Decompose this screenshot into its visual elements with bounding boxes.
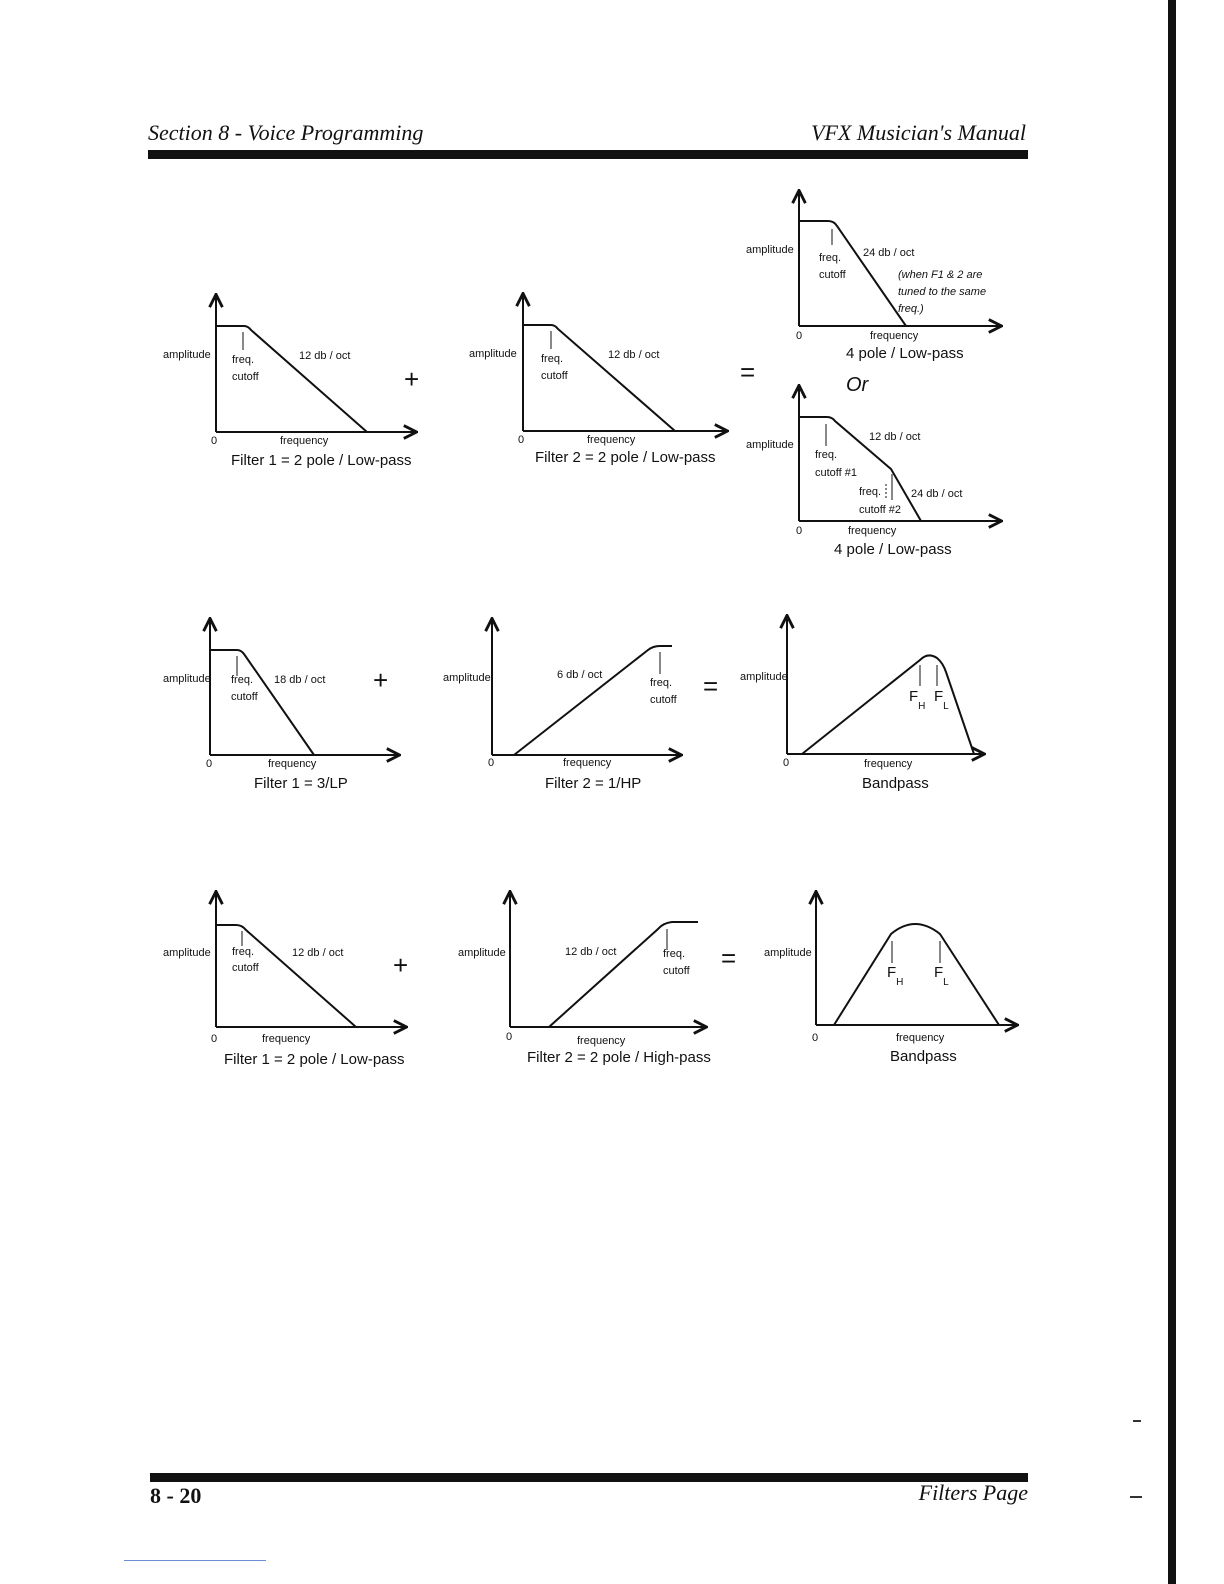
- r2-equals-operator: =: [703, 671, 719, 701]
- r3r-fl-label: $F_L$: [934, 964, 949, 988]
- r2r-fl-label: $F_L$: [934, 688, 949, 712]
- r3-result-diagram: [816, 893, 1016, 1025]
- r1f1-slope-label: 12 db / oct: [299, 350, 351, 362]
- r2-filter2-caption: Filter 2 = 1/HP: [545, 775, 642, 792]
- r1ra-note-line1: (when F1 & 2 are: [898, 269, 983, 281]
- scan-link-underline: [124, 1560, 266, 1561]
- r3-plus-operator: +: [393, 950, 409, 980]
- r3-filter1-diagram: [216, 893, 405, 1027]
- r1rb-cutoff2-label: cutoff #2: [859, 504, 901, 516]
- r3f1-amplitude-label: amplitude: [163, 947, 211, 959]
- r1-plus-operator: +: [404, 364, 420, 394]
- r1-filter2-caption: Filter 2 = 2 pole / Low-pass: [535, 449, 716, 466]
- r1rb-amplitude-label: amplitude: [746, 439, 794, 451]
- r2-result-caption: Bandpass: [862, 775, 929, 792]
- r1f2-frequency-label: frequency: [587, 434, 636, 446]
- r2f2-freq-label: freq.: [650, 677, 673, 689]
- r3f1-cutoff-label: cutoff: [232, 962, 259, 974]
- r2f2-frequency-label: frequency: [563, 757, 612, 769]
- r1f2-slope-label: 12 db / oct: [608, 349, 660, 361]
- r2r-frequency-label: frequency: [864, 758, 913, 770]
- r1f1-zero-label: 0: [211, 435, 218, 447]
- r3r-fh-label: $F_H$: [887, 964, 904, 988]
- r1ra-zero-label: 0: [796, 330, 803, 342]
- r3-filter2-diagram: [510, 893, 705, 1027]
- r3-result-caption: Bandpass: [890, 1048, 957, 1065]
- r1ra-slope-label: 24 db / oct: [863, 247, 915, 259]
- footer-rule: [150, 1473, 1028, 1482]
- r1f1-frequency-label: frequency: [280, 435, 329, 447]
- r1f1-cutoff-label: cutoff: [232, 371, 259, 383]
- r2f2-cutoff-label: cutoff: [650, 694, 677, 706]
- r2-plus-operator: +: [373, 665, 389, 695]
- r2r-amplitude-label: amplitude: [740, 671, 788, 683]
- r2f1-freq-label: freq.: [231, 674, 254, 686]
- manual-title: VFX Musician's Manual: [811, 120, 1026, 145]
- r3r-amplitude-label: amplitude: [764, 947, 812, 959]
- r1rb-frequency-label: frequency: [848, 525, 897, 537]
- r2f1-amplitude-label: amplitude: [163, 673, 211, 685]
- r3f1-frequency-label: frequency: [262, 1033, 311, 1045]
- r1ra-note-line2: tuned to the same: [898, 286, 987, 298]
- section-title: Section 8 - Voice Programming: [148, 120, 424, 145]
- r1ra-amplitude-label: amplitude: [746, 244, 794, 256]
- r1f2-zero-label: 0: [518, 434, 525, 446]
- r2f1-zero-label: 0: [206, 758, 213, 770]
- scan-edge-border: [1168, 0, 1176, 1584]
- r1ra-freq-label: freq.: [819, 252, 842, 264]
- r3f2-slope-label: 12 db / oct: [565, 946, 617, 958]
- r1f1-amplitude-label: amplitude: [163, 349, 211, 361]
- r2-filter1-caption: Filter 1 = 3/LP: [254, 775, 348, 792]
- r2r-zero-label: 0: [783, 757, 790, 769]
- r3f2-frequency-label: frequency: [577, 1035, 626, 1047]
- r1f2-cutoff-label: cutoff: [541, 370, 568, 382]
- page-name: Filters Page: [918, 1480, 1028, 1505]
- r3f2-zero-label: 0: [506, 1031, 513, 1043]
- r1-or-operator: Or: [846, 374, 869, 396]
- r3r-frequency-label: frequency: [896, 1032, 945, 1044]
- r1rb-cutoff1-label: cutoff #1: [815, 467, 857, 479]
- r1rb-slope24-label: 24 db / oct: [911, 488, 963, 500]
- r2f2-zero-label: 0: [488, 757, 495, 769]
- r1rb-freq1-label: freq.: [815, 449, 838, 461]
- scan-mark: [1133, 1420, 1141, 1422]
- r1-result-a-caption: 4 pole / Low-pass: [846, 345, 964, 362]
- r3f2-cutoff-label: cutoff: [663, 965, 690, 977]
- r2r-fh-label: $F_H$: [909, 688, 926, 712]
- r1f2-amplitude-label: amplitude: [469, 348, 517, 360]
- r1-equals-operator: =: [740, 357, 756, 387]
- r1rb-zero-label: 0: [796, 525, 803, 537]
- r1f1-freq-label: freq.: [232, 354, 255, 366]
- r3f1-slope-label: 12 db / oct: [292, 947, 344, 959]
- r3-filter1-caption: Filter 1 = 2 pole / Low-pass: [224, 1051, 405, 1068]
- r3f2-amplitude-label: amplitude: [458, 947, 506, 959]
- r3f1-zero-label: 0: [211, 1033, 218, 1045]
- r2-result-diagram: [787, 617, 983, 754]
- r1-filter1-caption: Filter 1 = 2 pole / Low-pass: [231, 452, 412, 469]
- r3-filter2-caption: Filter 2 = 2 pole / High-pass: [527, 1049, 711, 1066]
- r2f1-cutoff-label: cutoff: [231, 691, 258, 703]
- r3f2-freq-label: freq.: [663, 948, 686, 960]
- r2-filter1-diagram: [210, 620, 398, 755]
- page-number: 8 - 20: [150, 1483, 202, 1508]
- r1f2-freq-label: freq.: [541, 353, 564, 365]
- r3r-zero-label: 0: [812, 1032, 819, 1044]
- r1ra-frequency-label: frequency: [870, 330, 919, 342]
- r1ra-note-line3: freq.): [898, 303, 924, 315]
- r2f1-frequency-label: frequency: [268, 758, 317, 770]
- r1-result-b-caption: 4 pole / Low-pass: [834, 541, 952, 558]
- r1rb-freq2-label: freq.: [859, 486, 882, 498]
- r1rb-slope12-label: 12 db / oct: [869, 431, 921, 443]
- r3-equals-operator: =: [721, 943, 737, 973]
- r2f2-slope-label: 6 db / oct: [557, 669, 603, 681]
- r3f1-freq-label: freq.: [232, 946, 255, 958]
- r1ra-cutoff-label: cutoff: [819, 269, 846, 281]
- r2f2-amplitude-label: amplitude: [443, 672, 491, 684]
- r2f1-slope-label: 18 db / oct: [274, 674, 326, 686]
- scan-mark: [1130, 1496, 1142, 1498]
